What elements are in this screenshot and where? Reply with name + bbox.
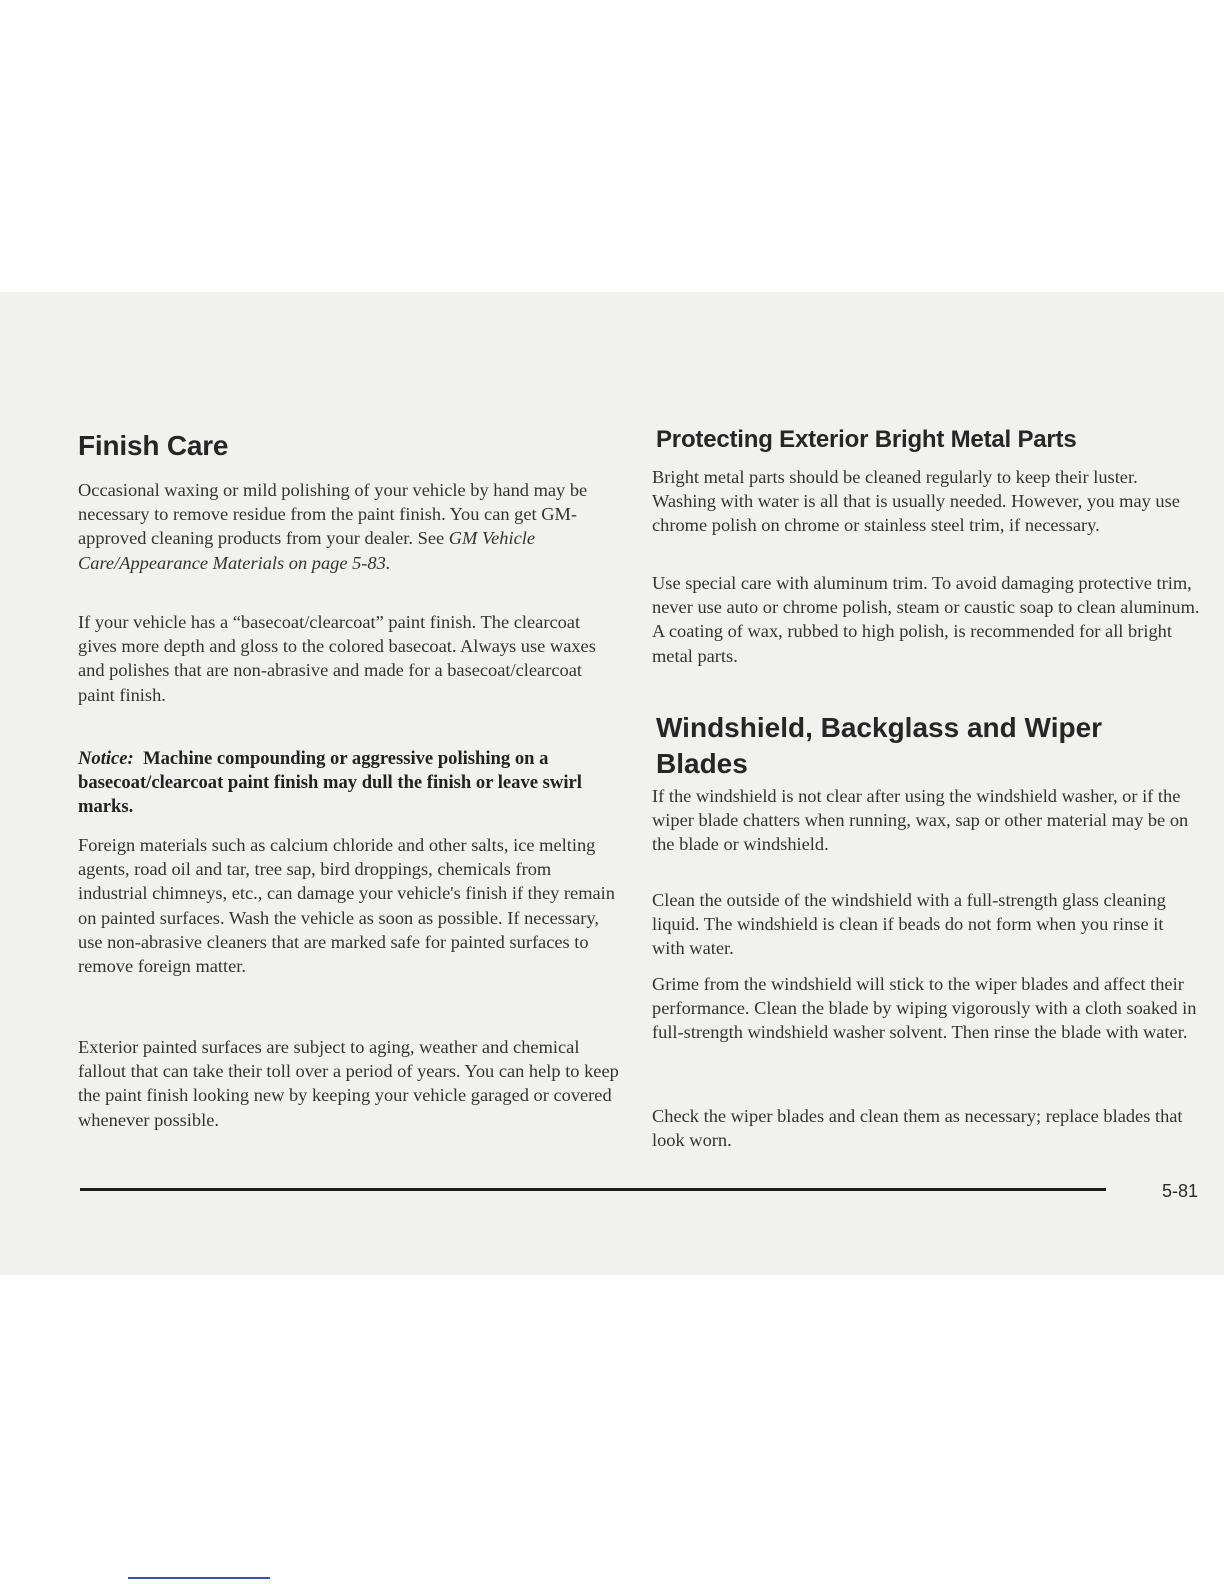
paragraph-text: Clean the outside of the windshield with a full-strength glass cleaning liquid. The windshield is clean if beads do not form when you rinse it with water. bbox=[652, 890, 1166, 959]
finish-care-heading: Finish Care bbox=[78, 430, 229, 461]
windshield-paragraph-1 bbox=[652, 784, 1200, 857]
footer-divider bbox=[80, 1188, 1106, 1191]
windshield-paragraph-4 bbox=[652, 1104, 1200, 1152]
bright-metal-paragraph-1 bbox=[652, 465, 1200, 538]
paragraph-text: If your vehicle has a “basecoat/clearcoat” paint finish. The clearcoat gives more depth and gloss to the colored basecoat. Always use waxes and polishes that are non-abrasive and made for a basecoat/clearcoat paint finish. bbox=[78, 612, 596, 705]
notice-box bbox=[78, 747, 608, 819]
paragraph-text: Occasional waxing or mild polishing of your vehicle by hand may be necessary to remove residue from the paint finish. You can get GM-approved cleaning products from your dealer. See bbox=[78, 480, 588, 549]
notice-label: Notice: bbox=[78, 748, 134, 769]
finish-care-paragraph-2 bbox=[78, 610, 620, 707]
finish-care-paragraph-1 bbox=[78, 478, 620, 575]
paragraph-text: Bright metal parts should be cleaned regularly to keep their luster. Washing with water is all that is usually needed. However, you may use chrome polish on chrome or stainless steel trim, if necessary. bbox=[652, 467, 1180, 536]
paragraph-text: Foreign materials such as calcium chloride and other salts, ice melting agents, road oil and tar, tree sap, bird droppings, chemicals from industrial chimneys, etc., can damage your vehicle's finish if they remain on painted surfaces. Wash the vehicle as soon as possible. If necessary, use non-abrasive cleaners that are marked safe for painted surfaces to remove foreign matter. bbox=[78, 835, 615, 977]
finish-care-paragraph-4 bbox=[78, 1035, 620, 1132]
bright-metal-paragraph-2 bbox=[652, 571, 1200, 668]
cross-reference-link[interactable]: GM Vehicle Care/Appearance Materials on page 5-83. bbox=[78, 528, 536, 573]
notice-text: Machine compounding or aggressive polishing on a basecoat/clearcoat paint finish may dull the finish or leave swirl marks. bbox=[78, 748, 582, 817]
bottom-underline-link[interactable] bbox=[128, 1577, 270, 1579]
windshield-heading: Windshield, Backglass and Wiper Blades bbox=[656, 712, 1103, 779]
bright-metal-heading: Protecting Exterior Bright Metal Parts bbox=[656, 426, 1077, 453]
paragraph-text: Exterior painted surfaces are subject to aging, weather and chemical fallout that can take their toll over a period of years. You can help to keep the paint finish looking new by keeping your vehicle garaged or covered whenever possible. bbox=[78, 1037, 619, 1130]
paragraph-text: Check the wiper blades and clean them as necessary; replace blades that look worn. bbox=[652, 1106, 1183, 1151]
paragraph-text: Grime from the windshield will stick to the wiper blades and affect their performance. Clean the blade by wiping vigorously with a cloth soaked in full-strength windshield washer solvent. Then rinse the blade with water. bbox=[652, 974, 1197, 1043]
windshield-paragraph-3 bbox=[652, 972, 1200, 1045]
paragraph-text: Use special care with aluminum trim. To avoid damaging protective trim, never use auto or chrome polish, steam or caustic soap to clean aluminum. A coating of wax, rubbed to high polish, is recommended for all bright metal parts. bbox=[652, 573, 1200, 666]
paragraph-text: If the windshield is not clear after using the windshield washer, or if the wiper blade chatters when running, wax, sap or other material may be on the blade or windshield. bbox=[652, 786, 1189, 855]
finish-care-paragraph-3 bbox=[78, 833, 620, 978]
windshield-paragraph-2 bbox=[652, 888, 1200, 961]
page-number: 5-81 bbox=[1162, 1181, 1199, 1201]
